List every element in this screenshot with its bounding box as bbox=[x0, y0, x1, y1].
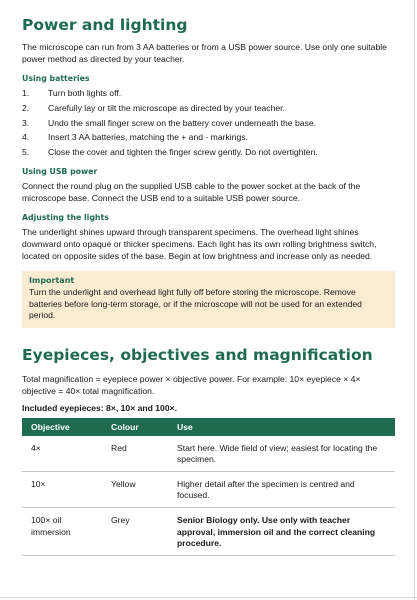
important-text: Turn the underlight and overhead light fully off before storing the microscope. Remove batteries before long-term storage, or if the microscope will not be used for an extended period. bbox=[29, 287, 362, 321]
table-header-row bbox=[22, 418, 395, 436]
important-callout bbox=[22, 271, 395, 328]
page-border-bottom bbox=[0, 597, 417, 598]
usb-instructions: Connect the round plug on the supplied USB cable to the power socket at the back of the microscope base. Connect the USB end to a suitable USB power source. bbox=[22, 181, 361, 204]
header-objective: Objective bbox=[31, 421, 70, 432]
battery-step: 5. Close the cover and tighten the finger screw gently. Do not overtighten. bbox=[22, 147, 318, 158]
cell-use: Start here. Wide field of view; easiest for locating the specimen. bbox=[177, 442, 378, 465]
battery-step: 3. Undo the small finger screw on the battery cover underneath the base. bbox=[22, 117, 316, 128]
battery-step: 1. Turn both lights off. bbox=[22, 88, 122, 98]
cell-use: Higher detail after the specimen is centred and focused. bbox=[177, 478, 355, 501]
header-use: Use bbox=[177, 421, 193, 432]
cell-objective: 4× bbox=[31, 442, 41, 453]
table-row bbox=[22, 508, 395, 556]
battery-steps-list bbox=[22, 87, 395, 158]
section-title-magnification: Eyepieces, objectives and magnification bbox=[22, 345, 373, 364]
objectives-table bbox=[22, 418, 395, 556]
cell-colour: Grey bbox=[111, 515, 130, 526]
cell-objective: 100× oil immersion bbox=[31, 515, 71, 537]
table-row bbox=[22, 436, 395, 472]
important-heading: Important bbox=[29, 276, 75, 286]
cell-use: Senior Biology only. Use only with teacher approval, immersion oil and the correct cleaning procedure. bbox=[177, 515, 376, 549]
power-intro: The microscope can run from 3 AA batteries or from a USB power source. Use only one suitable power method as directed by your teacher. bbox=[22, 42, 387, 64]
page-border-right bbox=[414, 0, 415, 600]
cell-objective: 10× bbox=[31, 478, 46, 489]
heading-using-usb: Using USB power bbox=[22, 167, 98, 177]
lights-instructions: The underlight shines upward through transparent specimens. The overhead light shines downward onto opaque or thicker specimens. Each light has its own rolling brightness switch, located on opposite sides of the base. Begin at low brightness and increase only as needed. bbox=[22, 227, 377, 262]
heading-adjusting-lights: Adjusting the lights bbox=[22, 213, 109, 223]
heading-using-batteries: Using batteries bbox=[22, 74, 90, 83]
header-colour: Colour bbox=[111, 421, 139, 432]
section-title-power-lighting: Power and lighting bbox=[22, 16, 188, 34]
battery-step: 2. Carefully lay or tilt the microscope as directed by your teacher. bbox=[22, 102, 285, 113]
magnification-formula: Total magnification = eyepiece power × objective power. For example: 10× eyepiece × 4× objective = 40× total magnification. bbox=[22, 373, 361, 396]
cell-colour: Yellow bbox=[111, 478, 136, 489]
table-row bbox=[22, 471, 395, 507]
included-eyepieces: Included eyepieces: 8×, 10× and 100×. bbox=[22, 402, 178, 413]
battery-step: 4. Insert 3 AA batteries, matching the + and - markings. bbox=[22, 132, 248, 143]
cell-colour: Red bbox=[111, 442, 127, 453]
